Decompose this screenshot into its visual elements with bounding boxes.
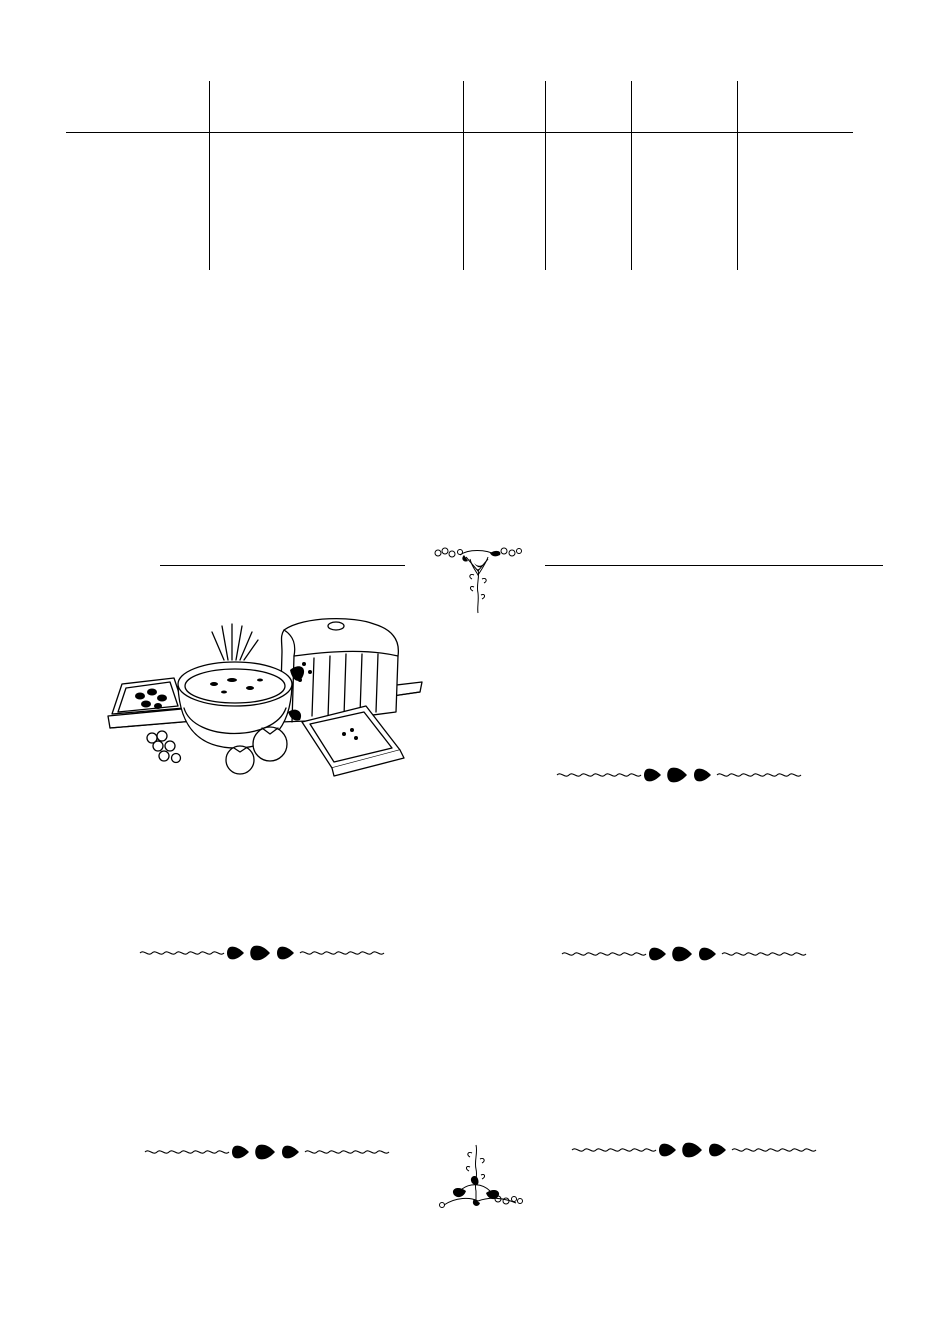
table-column-divider	[209, 81, 210, 270]
table-column-divider	[463, 81, 464, 270]
table-column-divider	[737, 81, 738, 270]
soup-bread-vegetables-illustration	[104, 612, 424, 780]
section-rule-right	[545, 565, 883, 566]
table-header-rule	[66, 132, 853, 133]
wave-heart-divider-icon	[560, 944, 810, 964]
wave-heart-divider-icon	[570, 1140, 820, 1160]
table-column-divider	[545, 81, 546, 270]
wave-heart-divider-icon	[138, 943, 388, 963]
wave-heart-divider-icon	[555, 765, 805, 785]
hanging-leaf-ornament-icon	[430, 545, 525, 615]
growing-leaf-ornament-icon	[436, 1143, 526, 1211]
table-column-divider	[631, 81, 632, 270]
section-rule-left	[160, 565, 405, 566]
wave-heart-divider-icon	[143, 1142, 393, 1162]
